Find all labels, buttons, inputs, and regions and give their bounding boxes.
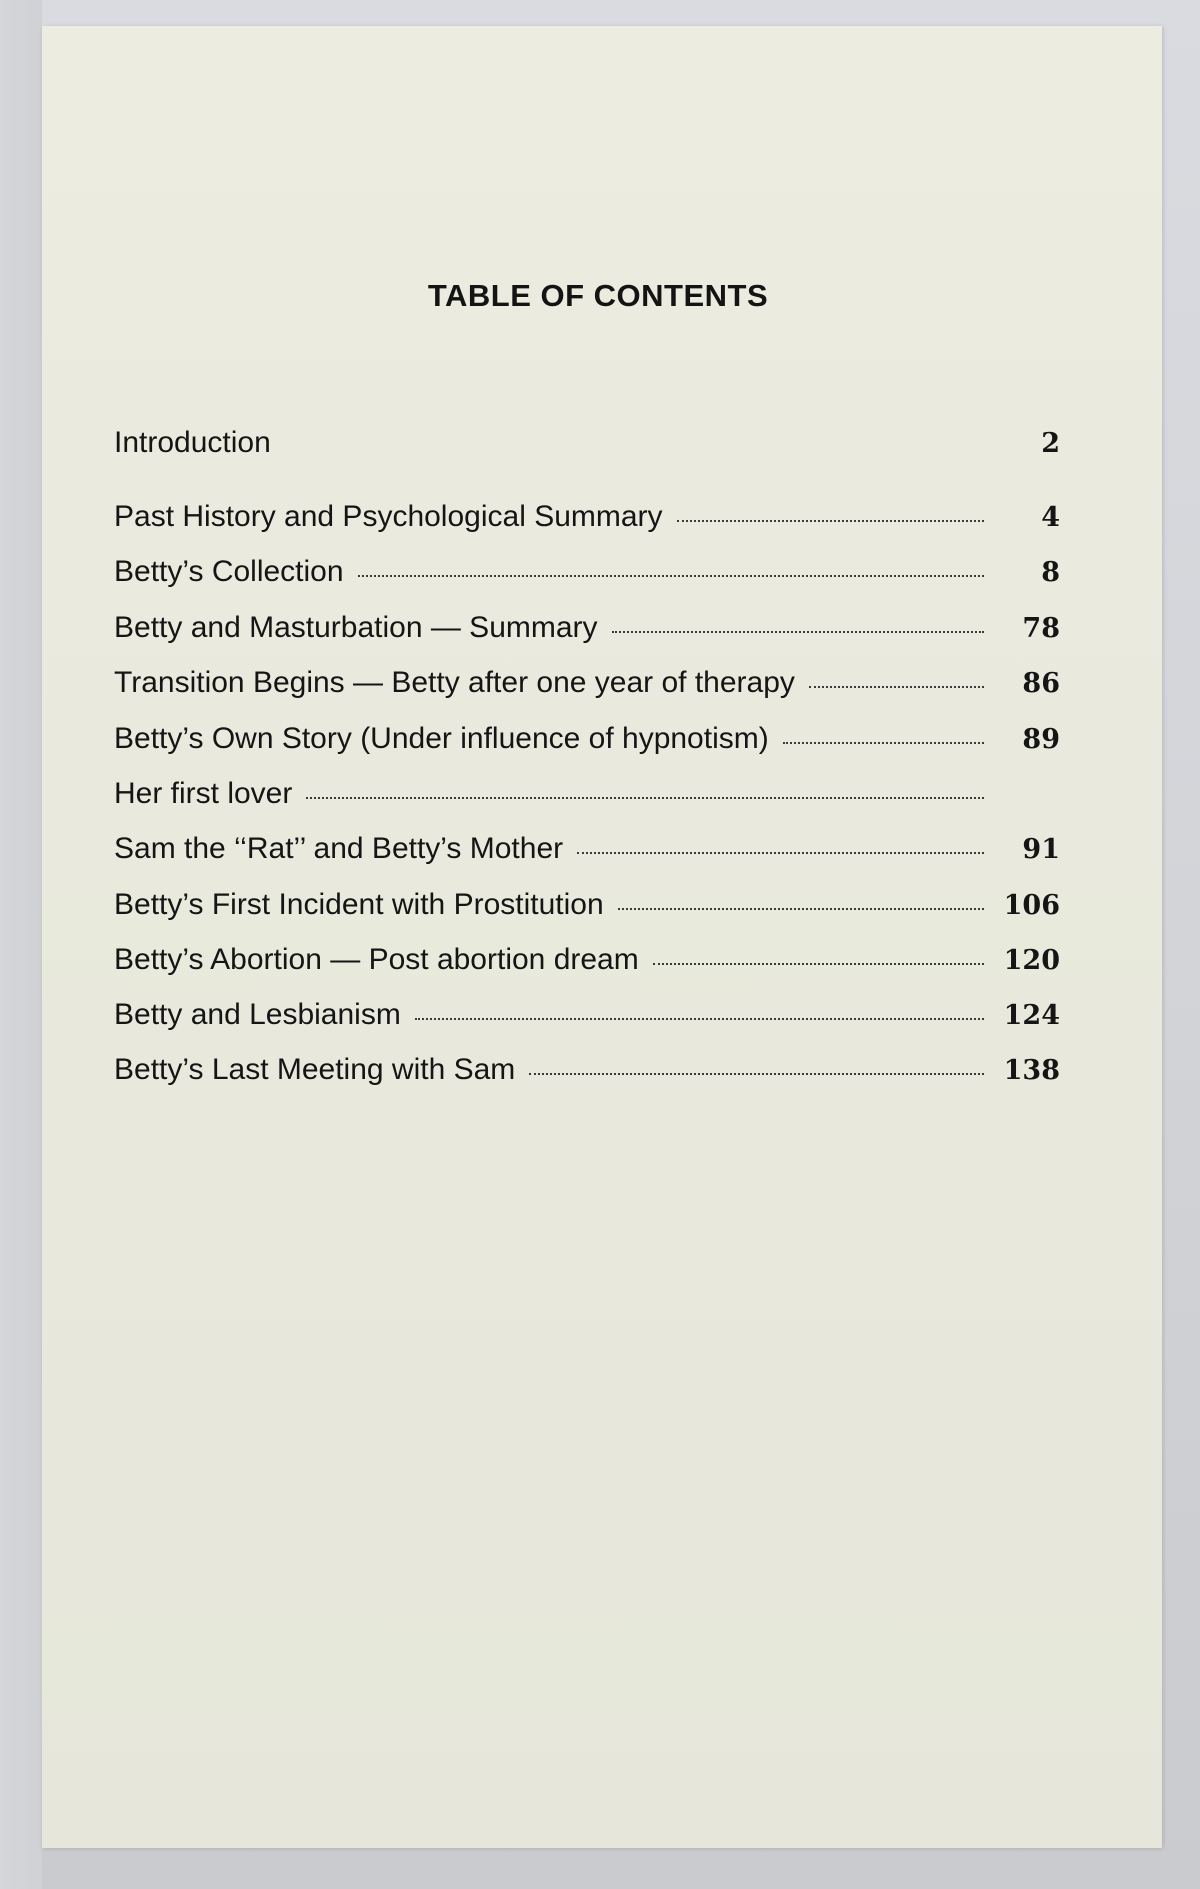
dot-leader <box>618 908 984 910</box>
dot-leader <box>358 575 984 577</box>
dot-leader <box>415 1018 984 1020</box>
toc-entry-label: Past History and Psychological Summary <box>114 500 663 533</box>
book-page <box>42 26 1162 1848</box>
toc-entry-label: Introduction <box>114 426 271 459</box>
toc-entry <box>114 832 1060 872</box>
toc-entry <box>114 500 1060 540</box>
toc-page-number: 106 <box>1003 890 1060 921</box>
toc-page-number: 91 <box>1022 834 1060 865</box>
dot-leader <box>653 963 984 965</box>
toc-entry <box>114 777 1060 817</box>
toc-entry <box>114 943 1060 983</box>
toc-entry <box>114 666 1060 706</box>
toc-entry-label: Betty’s Last Meeting with Sam <box>114 1053 516 1086</box>
toc-page-number: 138 <box>1003 1055 1060 1086</box>
toc-entry <box>114 611 1060 651</box>
toc-entry-label: Betty and Lesbianism <box>114 998 401 1031</box>
page-edge <box>0 0 42 1889</box>
toc-entry-label: Betty and Masturbation — Summary <box>114 611 598 644</box>
toc-page-number: 89 <box>1022 724 1060 755</box>
toc-entry-label: Betty’s Own Story (Under influence of hypnotism) <box>114 722 769 755</box>
toc-page-number: 4 <box>1041 502 1060 533</box>
table-of-contents <box>42 26 1162 1226</box>
dot-leader <box>809 686 984 688</box>
toc-entry <box>114 722 1060 762</box>
dot-leader <box>529 1073 984 1075</box>
dot-leader <box>577 852 984 854</box>
toc-entry <box>114 555 1060 595</box>
page-title: TABLE OF CONTENTS <box>427 278 769 313</box>
dot-leader <box>306 797 984 799</box>
toc-page-number: 78 <box>1022 613 1060 644</box>
toc-page-number: 124 <box>1003 1000 1060 1031</box>
toc-entry-label: Betty’s First Incident with Prostitution <box>114 888 604 921</box>
toc-entry <box>114 888 1060 928</box>
toc-entry-label: Betty’s Collection <box>114 555 344 588</box>
toc-entry <box>114 998 1060 1038</box>
toc-page-number: 2 <box>1041 428 1060 459</box>
toc-entry <box>114 426 1060 466</box>
toc-entry-label: Transition Begins — Betty after one year of therapy <box>114 666 795 699</box>
toc-entry-label: Sam the ‘‘Rat’’ and Betty’s Mother <box>114 832 564 865</box>
toc-page-number: 120 <box>1003 945 1060 976</box>
dot-leader <box>677 520 984 522</box>
toc-page-number: 8 <box>1041 557 1060 588</box>
toc-entry-label: Her first lover <box>114 777 293 810</box>
dot-leader <box>612 631 984 633</box>
dot-leader <box>783 742 984 744</box>
toc-entry <box>114 1053 1060 1093</box>
toc-page-number: 86 <box>1022 668 1060 699</box>
toc-entry-label: Betty’s Abortion — Post abortion dream <box>114 943 639 976</box>
